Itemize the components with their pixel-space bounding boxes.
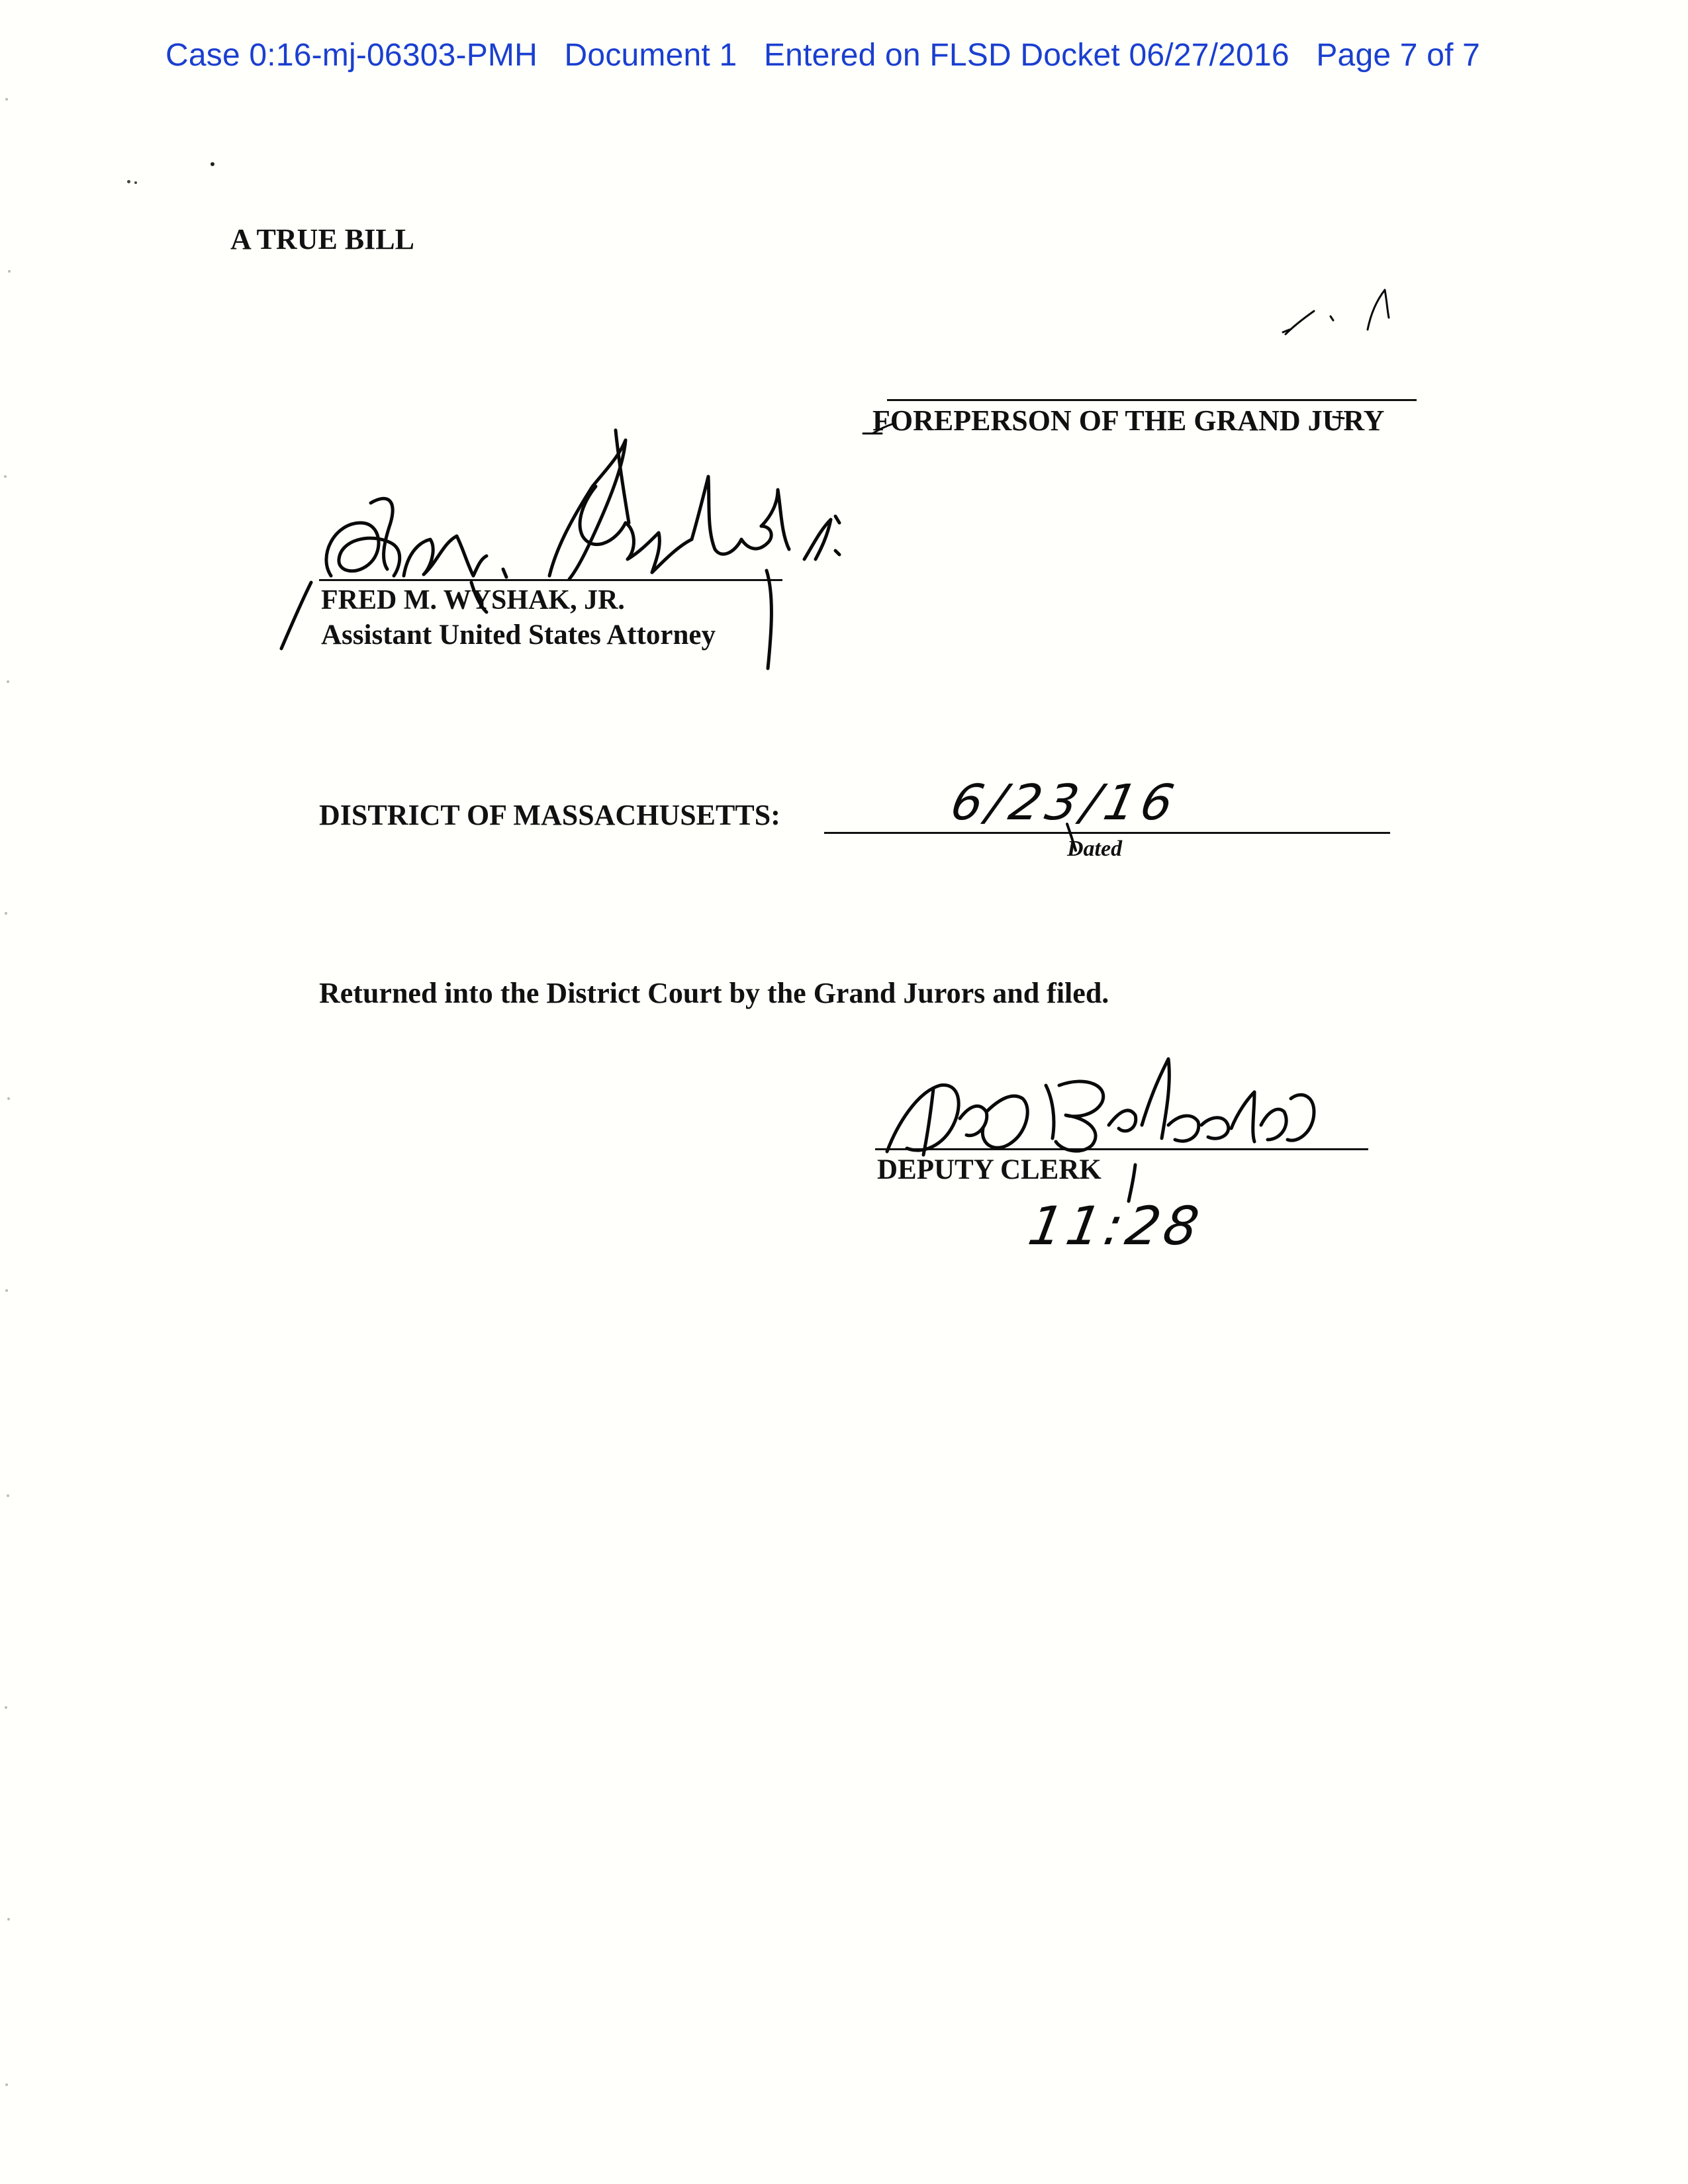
handwritten-time: 11:28: [1023, 1195, 1207, 1257]
dated-label: Dated: [1067, 837, 1123, 861]
scan-edge-specks: [0, 0, 20, 2184]
scan-speck-left: [127, 180, 130, 183]
deputy-clerk-signature-line: [875, 1148, 1368, 1150]
foreperson-label: FOREPERSON OF THE GRAND JURY: [872, 404, 1385, 437]
true-bill-heading: A TRUE BILL: [230, 223, 414, 255]
scan-speck-top: [211, 162, 214, 166]
case-header-stamp: Case 0:16-mj-06303-PMH Document 1 Entered on FLSD Docket 06/27/2016 Page 7 of 7: [165, 38, 1481, 73]
district-label: DISTRICT OF MASSACHUSETTS:: [319, 799, 780, 831]
scan-speck-left-2: [134, 181, 137, 184]
returned-statement: Returned into the District Court by the Grand Jurors and filed.: [319, 977, 1109, 1009]
district-date-line: [824, 832, 1390, 834]
deputy-clerk-label: DEPUTY CLERK: [877, 1154, 1102, 1185]
handwritten-date: 6/23/16: [945, 774, 1184, 831]
attorney-name: FRED M. WYSHAK, JR.: [321, 585, 625, 615]
attorney-signature-line: [319, 579, 782, 581]
attorney-title: Assistant United States Attorney: [321, 619, 716, 651]
foreperson-signature-line: [887, 399, 1417, 401]
